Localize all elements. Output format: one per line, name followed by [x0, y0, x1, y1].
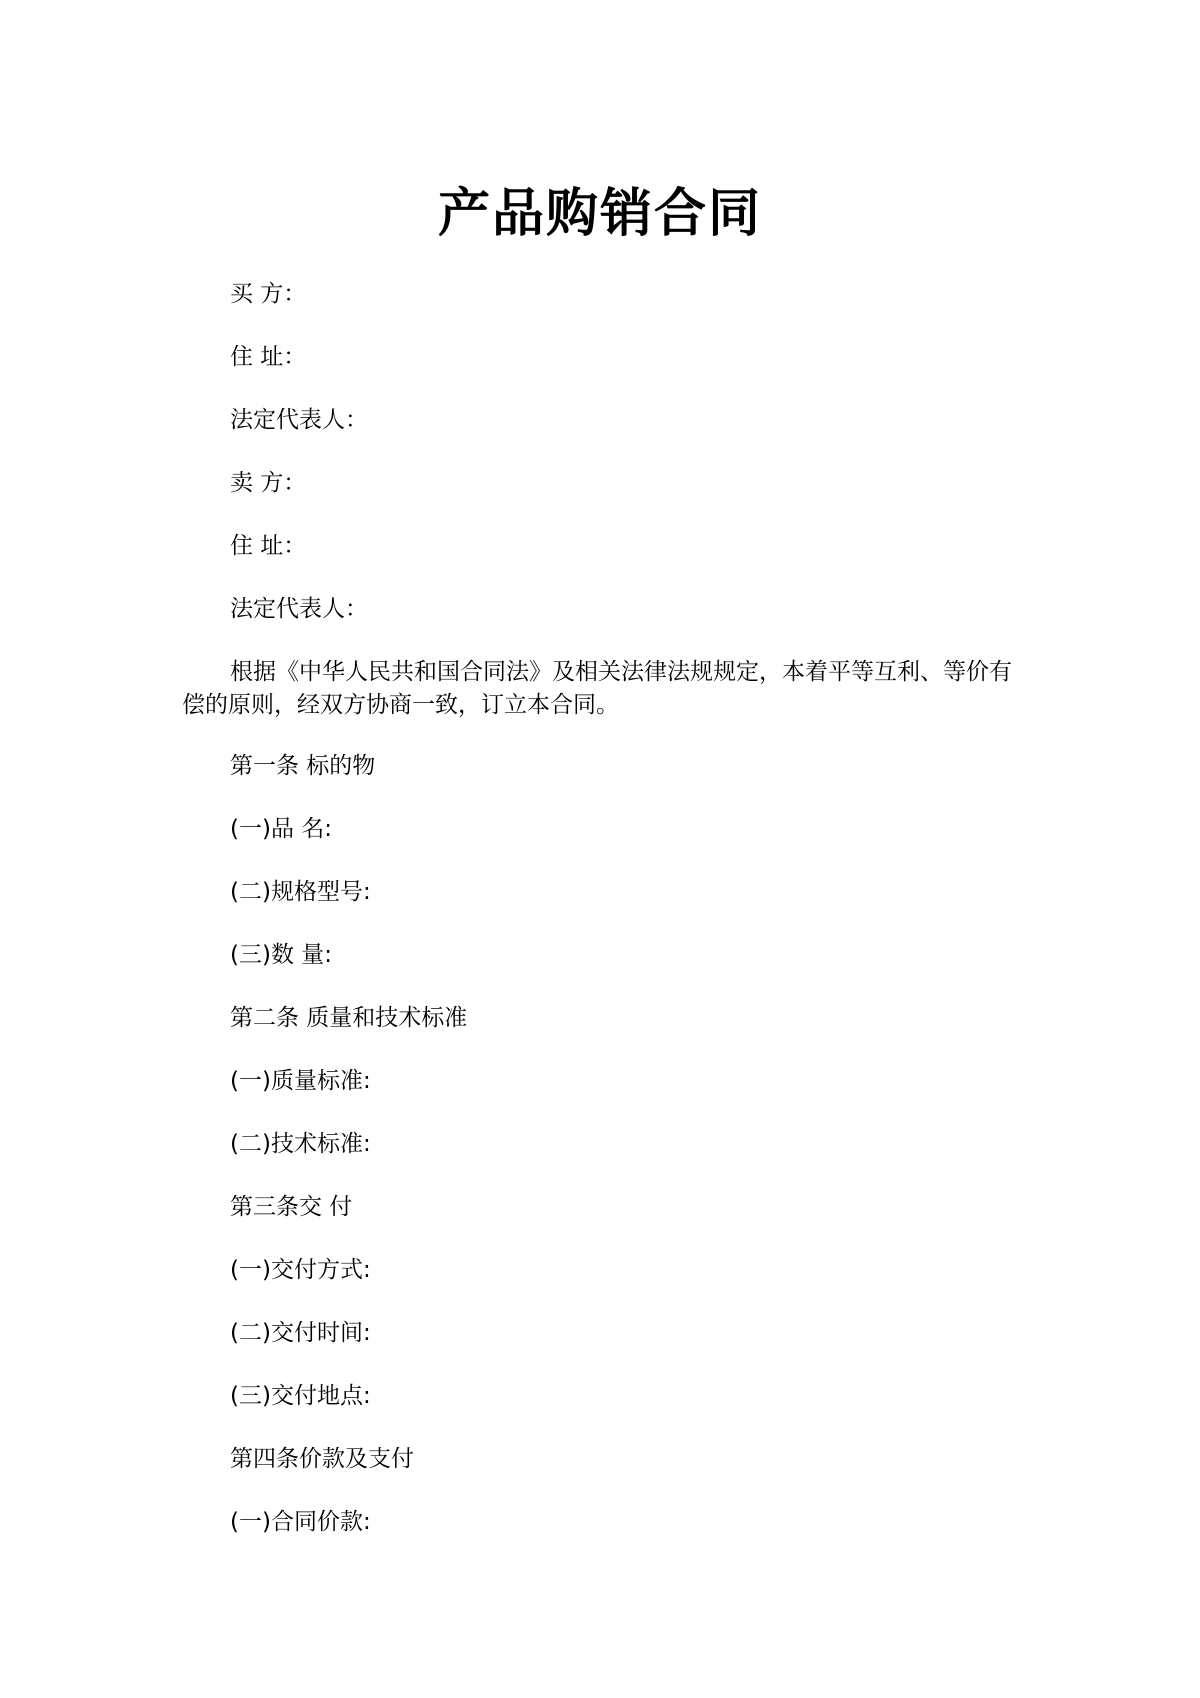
- buyer-address-label: 住 址：: [230, 344, 307, 370]
- article-heading: 第一条 标的物: [230, 753, 376, 779]
- document-title: 产品购销合同: [437, 184, 762, 244]
- preamble-paragraph: 根据《中华人民共和国合同法》及相关法律法规规定，本着平等互利、等价有偿的原则，经双方协商一致，订立本合同。: [182, 659, 1012, 718]
- buyer-representative-label: 法定代表人：: [230, 407, 368, 433]
- article-heading: 第四条价款及支付: [230, 1446, 414, 1472]
- article-item: (二)规格型号:: [230, 879, 371, 905]
- buyer-label: 买 方：: [230, 281, 307, 307]
- article-item: (二)技术标准:: [230, 1131, 371, 1157]
- article-heading: 第二条 质量和技术标准: [230, 1005, 468, 1031]
- article-item: (一)品 名:: [230, 816, 333, 842]
- article-item: (一)质量标准:: [230, 1068, 371, 1094]
- seller-representative-label: 法定代表人：: [230, 596, 368, 622]
- article-item: (三)数 量:: [230, 942, 333, 968]
- article-item: (一)合同价款:: [230, 1509, 371, 1535]
- seller-label: 卖 方：: [230, 470, 307, 496]
- article-heading: 第三条交 付: [230, 1194, 353, 1220]
- seller-address-label: 住 址：: [230, 533, 307, 559]
- article-item: (二)交付时间:: [230, 1320, 371, 1346]
- article-item: (三)交付地点:: [230, 1383, 371, 1409]
- article-item: (一)交付方式:: [230, 1257, 371, 1283]
